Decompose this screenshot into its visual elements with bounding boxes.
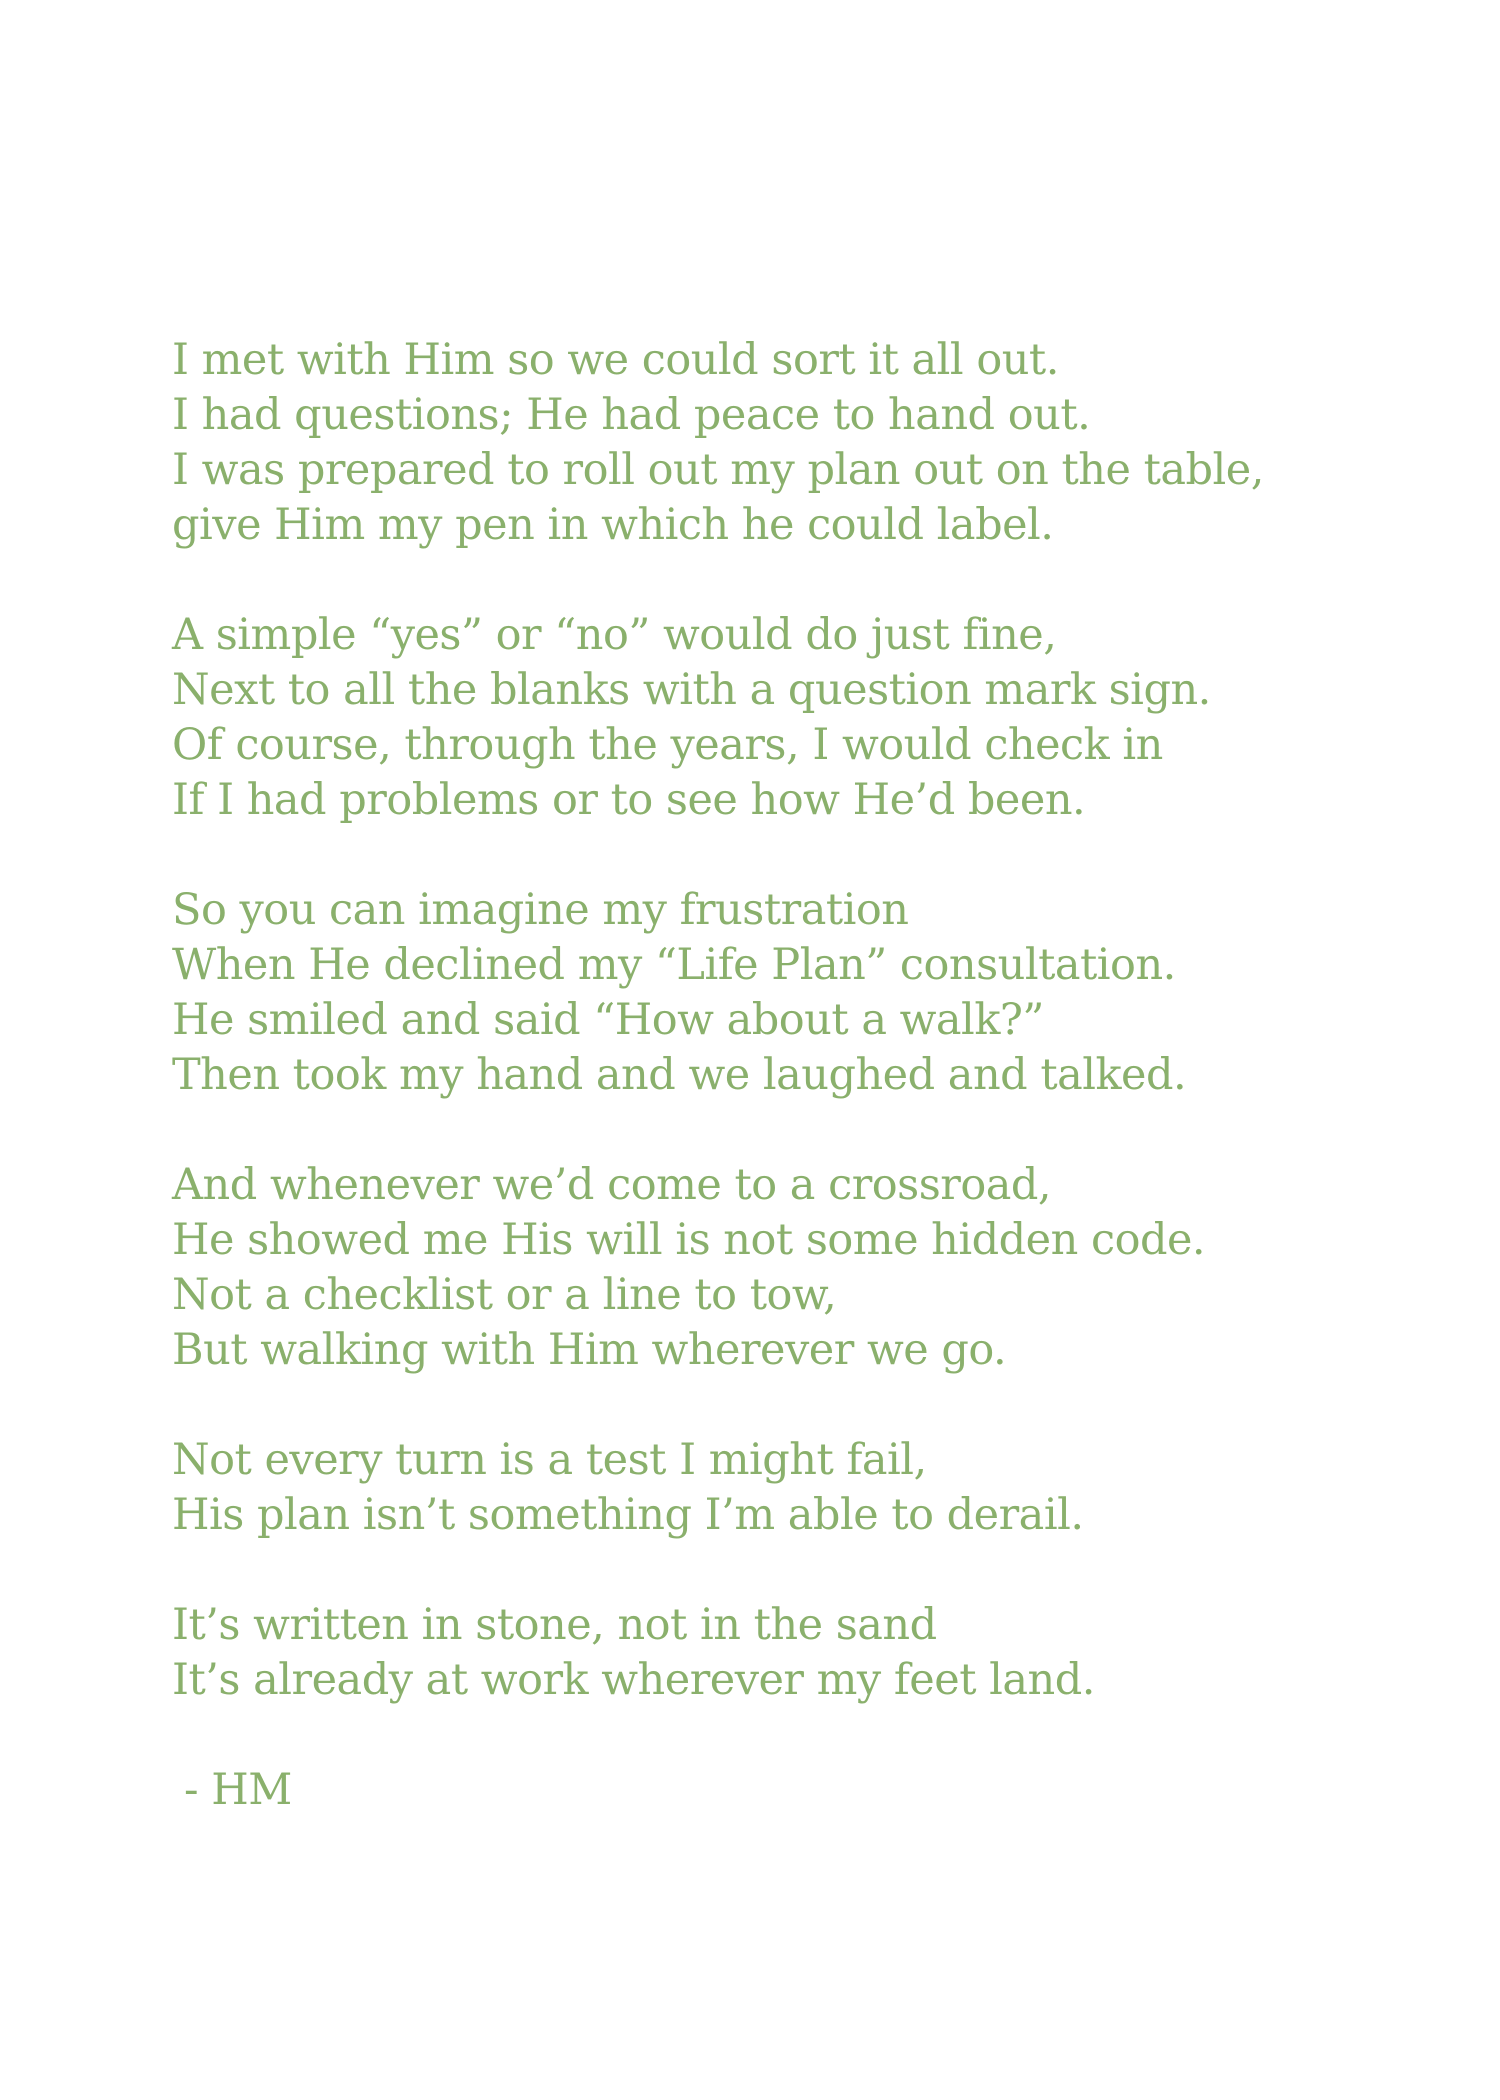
poem-line: Then took my hand and we laughed and talked. — [172, 1050, 1187, 1100]
poem-line: Of course, through the years, I would check in — [172, 720, 1163, 770]
poem-line: A simple “yes” or “no” would do just fine, — [172, 610, 1057, 660]
poem-line: And whenever we’d come to a crossroad, — [172, 1160, 1052, 1210]
stanza-2 — [172, 608, 1422, 828]
poem-line: I was prepared to roll out my plan out on the table, — [172, 445, 1264, 495]
poem-line: When He declined my “Life Plan” consultation. — [172, 940, 1176, 990]
author-signature: - HM — [184, 1765, 292, 1815]
stanza-3 — [172, 883, 1422, 1103]
poem — [172, 333, 1422, 1818]
stanza-6 — [172, 1598, 1422, 1708]
stanza-5 — [172, 1433, 1422, 1543]
poem-line: He showed me His will is not some hidden code. — [172, 1215, 1206, 1265]
poem-line: If I had problems or to see how He’d been. — [172, 775, 1086, 825]
poem-line: It’s already at work wherever my feet land. — [172, 1655, 1095, 1705]
poem-line: He smiled and said “How about a walk?” — [172, 995, 1044, 1045]
poem-line: It’s written in stone, not in the sand — [172, 1600, 937, 1650]
poem-line: Not a checklist or a line to tow, — [172, 1270, 837, 1320]
poem-line: But walking with Him wherever we go. — [172, 1325, 1007, 1375]
poem-line: give Him my pen in which he could label. — [172, 500, 1054, 550]
poem-line: So you can imagine my frustration — [172, 885, 909, 935]
poem-line: Next to all the blanks with a question mark sign. — [172, 665, 1211, 715]
stanza-4 — [172, 1158, 1422, 1378]
poem-line: His plan isn’t something I’m able to derail. — [172, 1490, 1084, 1540]
poem-line: Not every turn is a test I might fail, — [172, 1435, 927, 1485]
poem-line: I had questions; He had peace to hand out. — [172, 390, 1091, 440]
poem-line: I met with Him so we could sort it all out. — [172, 335, 1059, 385]
stanza-1 — [172, 333, 1422, 553]
